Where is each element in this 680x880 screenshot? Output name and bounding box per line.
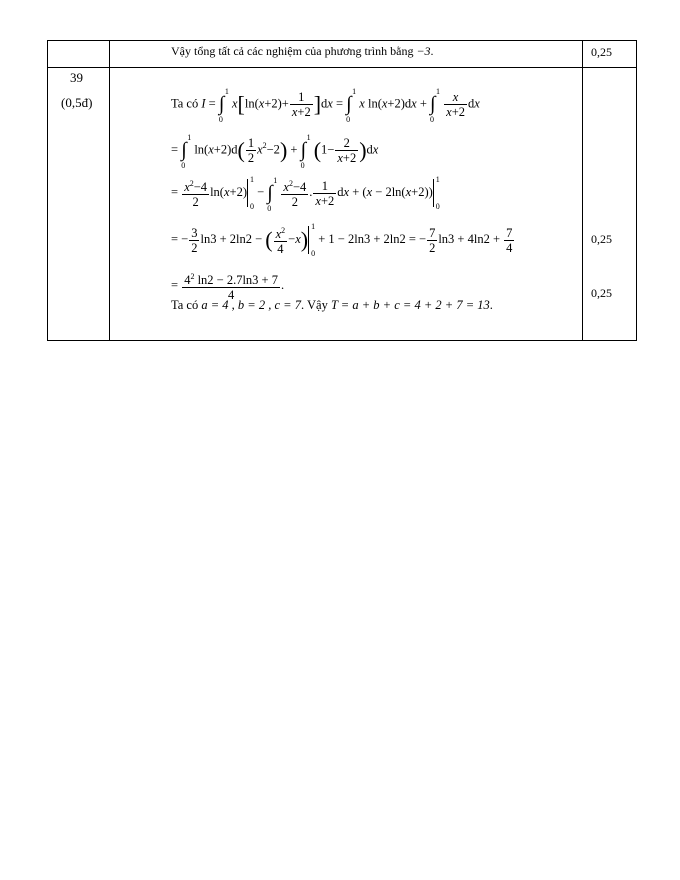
math-line-6: Ta có a = 4 , b = 2 , c = 7. Vậy T = a + b + c = 4 + 2 + 7 = 13. xyxy=(171,298,493,312)
table-row-divider xyxy=(47,67,637,68)
table-border-top xyxy=(47,40,637,41)
math-line-3: = $\frac{x^2-4}{2}$ ln(x+2) 1 0 − ∫ 1 0 $\frac{x^2-4}{2}$ . $\frac{1}{x+2}$ dx + (x − 2ln(x+2)) 1 0 xyxy=(171,175,440,213)
table-border-bottom xyxy=(47,340,637,341)
math-line-1: Ta có I = ∫ 1 0 x[ln(x+2)+ $\frac{1}{x+2}$ ]dx = ∫ 1 0 x ln(x+2)dx + ∫ 1 0 $\frac{x}{x+2}$ dx xyxy=(171,87,480,124)
question-points: (0,5đ) xyxy=(61,95,93,110)
table-border-right xyxy=(636,40,637,341)
table-border-left xyxy=(47,40,48,341)
table-column-divider-1 xyxy=(109,40,110,341)
table-column-divider-2 xyxy=(582,40,583,341)
row1-score: 0,25 xyxy=(591,45,612,59)
question-number: 39 xyxy=(70,70,83,85)
score-1: 0,25 xyxy=(591,232,612,246)
math-line-4: = − $\frac{3}{2}$ ln3 + 2ln2 − ( $\frac{x^2}{4}$ −x) 1 0 + 1 − 2ln3 + 2ln2 = − $\frac{7}{2}$ ln3 + 4ln2 + $\frac{7}{4}$ xyxy=(171,222,513,259)
score-2: 0,25 xyxy=(591,286,612,300)
math-line-5: = $\frac{4^2 \ln 2 - 2.7\ln 3 + 7}{4}$ . xyxy=(171,272,285,303)
answer-table xyxy=(47,40,637,341)
math-line-2: = ∫ 1 0 ln(x+2)d( $\frac{1}{2}$ $x^2-2$) + ∫ 1 0 (1− $\frac{2}{x+2}$ )dx xyxy=(171,133,379,170)
row1-summary: Vậy tổng tất cả các nghiệm của phương trình bằng −3. xyxy=(171,44,434,58)
